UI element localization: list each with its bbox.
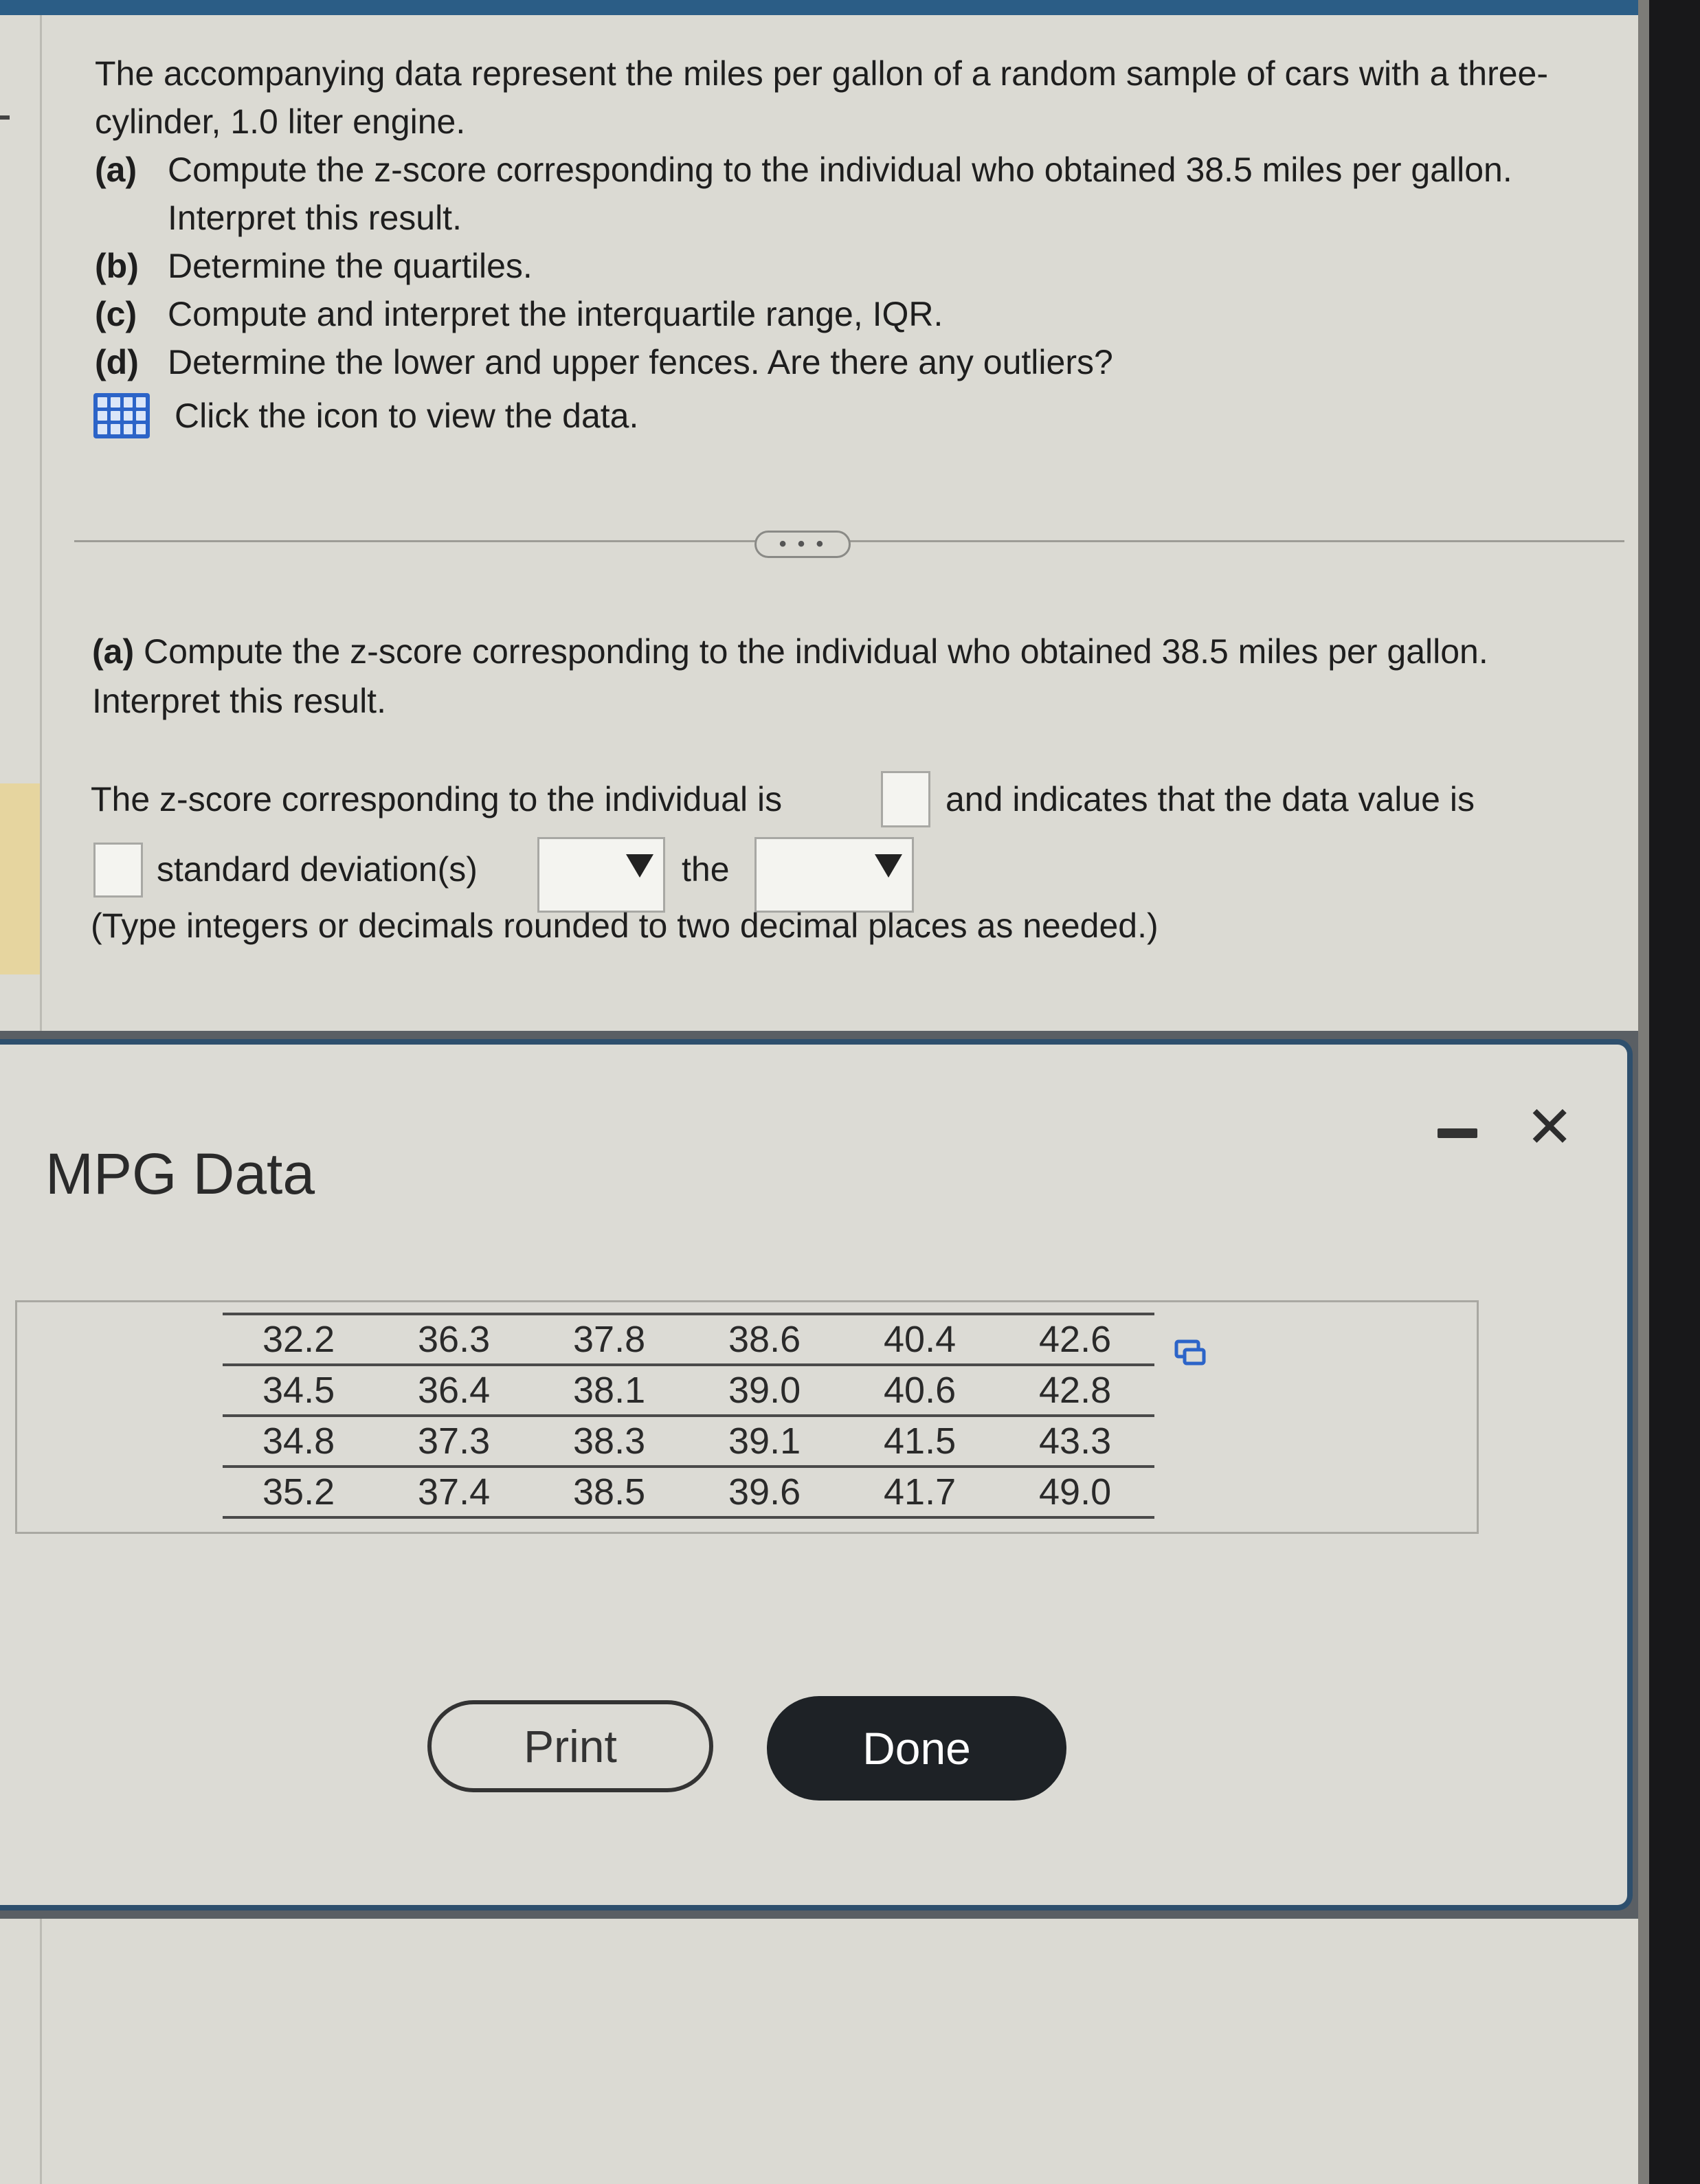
table-row [223, 1467, 1154, 1517]
table-cell: 39.6 [689, 1467, 844, 1517]
table-row [223, 1314, 1154, 1365]
part-label: (d) [95, 343, 139, 381]
standard-deviations-label: standard deviation(s) [157, 850, 478, 889]
view-data-text[interactable]: Click the icon to view the data. [175, 397, 639, 435]
table-cell: 38.1 [533, 1365, 689, 1416]
answer-area [91, 771, 1630, 909]
table-cell: 38.3 [533, 1416, 689, 1467]
table-cell: 35.2 [223, 1467, 378, 1517]
part-a-prompt [92, 627, 1618, 726]
data-table-icon[interactable] [93, 393, 150, 438]
question-part-d [95, 338, 1607, 386]
question-part-c [95, 290, 1607, 338]
the-label: the [682, 850, 730, 889]
dropdown-arrow-icon [875, 854, 902, 878]
table-cell: 40.4 [844, 1314, 999, 1365]
mpg-data-dialog [0, 1039, 1633, 1910]
table-cell: 37.4 [378, 1467, 533, 1517]
part-text: Compute the z-score corresponding to the individual who obtained 38.5 miles per gallon. Interpret this result. [168, 151, 1512, 237]
part-text: Compute and interpret the interquartile range, IQR. [168, 295, 943, 333]
table-cell: 37.8 [533, 1314, 689, 1365]
mpg-data-table [223, 1313, 1154, 1519]
top-bar [0, 0, 1700, 15]
table-cell: 38.5 [533, 1467, 689, 1517]
table-cell: 42.8 [999, 1365, 1154, 1416]
part-text: Determine the quartiles. [168, 247, 533, 285]
part-label: (a) [95, 151, 137, 189]
answer-row-1 [91, 771, 1630, 840]
copy-table-icon[interactable] [1174, 1337, 1207, 1368]
answer-sentence-mid: and indicates that the data value is [946, 780, 1475, 818]
sd-count-input[interactable] [93, 843, 143, 898]
reference-select[interactable] [754, 837, 914, 913]
print-button[interactable]: Print [427, 1700, 713, 1792]
part-a-label: (a) [92, 632, 135, 671]
expand-more-button[interactable]: • • • [754, 531, 851, 558]
question-intro: The accompanying data represent the miles per gallon of a random sample of cars with a three-cylinder, 1.0 liter engine. [95, 54, 1548, 141]
table-cell: 38.6 [689, 1314, 844, 1365]
table-cell: 40.6 [844, 1365, 999, 1416]
part-label: (c) [95, 295, 137, 333]
table-cell: 41.7 [844, 1467, 999, 1517]
answer-row-2 [91, 840, 1630, 909]
device-bezel [1649, 0, 1700, 2184]
screen-edge [1638, 0, 1649, 2184]
close-icon[interactable]: ✕ [1525, 1095, 1574, 1159]
table-cell: 43.3 [999, 1416, 1154, 1467]
part-a-text: Compute the z-score corresponding to the individual who obtained 38.5 miles per gallon. Interpret this result. [92, 632, 1488, 720]
table-cell: 36.3 [378, 1314, 533, 1365]
part-label: (b) [95, 247, 139, 285]
question-part-b [95, 242, 1607, 290]
table-cell: 39.0 [689, 1365, 844, 1416]
left-edge-marker [0, 115, 10, 120]
table-cell: 36.4 [378, 1365, 533, 1416]
table-cell: 37.3 [378, 1416, 533, 1467]
part-text: Determine the lower and upper fences. Are there any outliers? [168, 343, 1113, 381]
z-score-input[interactable] [881, 771, 930, 827]
table-cell: 32.2 [223, 1314, 378, 1365]
table-cell: 34.8 [223, 1416, 378, 1467]
answer-hint: (Type integers or decimals rounded to two decimal places as needed.) [91, 906, 1159, 945]
question-text [95, 49, 1607, 440]
table-row [223, 1365, 1154, 1416]
table-cell: 34.5 [223, 1365, 378, 1416]
dropdown-arrow-icon [626, 854, 653, 878]
table-cell: 41.5 [844, 1416, 999, 1467]
direction-select[interactable] [537, 837, 665, 913]
active-part-indicator [0, 783, 40, 974]
table-cell: 42.6 [999, 1314, 1154, 1365]
table-row [223, 1416, 1154, 1467]
table-cell: 39.1 [689, 1416, 844, 1467]
table-cell: 49.0 [999, 1467, 1154, 1517]
view-data-link[interactable] [93, 392, 1607, 440]
answer-sentence-start: The z-score corresponding to the individual is [91, 780, 783, 818]
question-part-a [95, 146, 1607, 242]
dialog-title: MPG Data [45, 1141, 315, 1206]
done-button[interactable]: Done [767, 1696, 1066, 1801]
minimize-icon[interactable] [1438, 1128, 1477, 1138]
